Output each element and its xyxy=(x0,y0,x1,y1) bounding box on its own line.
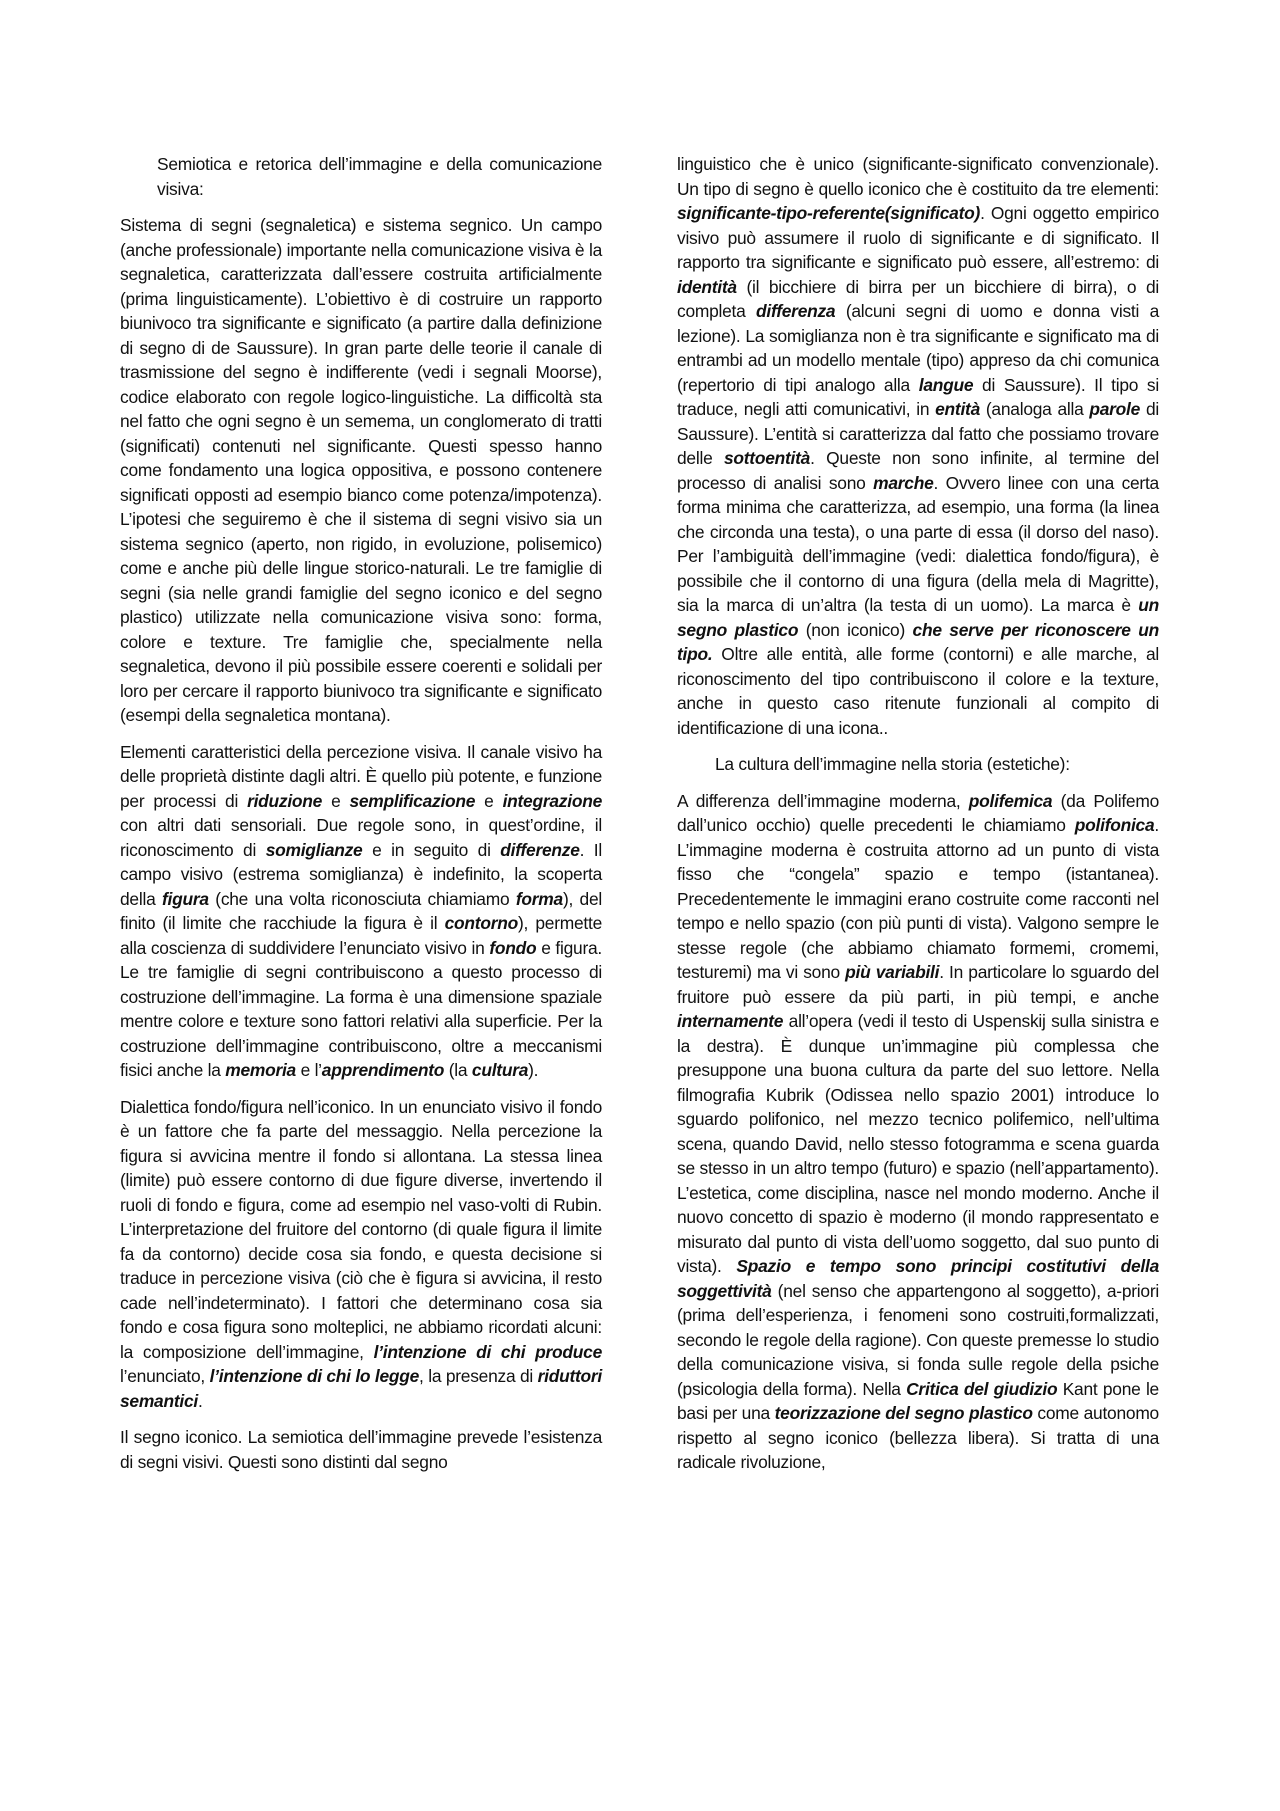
left-column xyxy=(120,152,602,1486)
paragraph-segno-iconico-continued: linguistico che è unico (significante-significato convenzionale). Un tipo di segno è quello iconico che è costituito da tre elementi: significante-tipo-referente(significato). Ogni oggetto empirico visivo può assumere il ruolo di significante e di significato. Il rapporto tra significante e significato può essere, all’estremo: di identità (il bicchiere di birra per un bicchiere di birra), o di completa differenza (alcuni segni di uomo e donna visti a lezione). La somiglianza non è tra significante e significato ma di entrambi ad un modello mentale (tipo) appreso da chi comunica (repertorio di tipi analogo alla langue di Saussure). Il tipo si traduce, negli atti comunicativi, in entità (analoga alla parole di Saussure). L’entità si caratterizza dal fatto che possiamo trovare delle sottoentità. Queste non sono infinite, al termine del processo di analisi sono marche. Ovvero linee con una certa forma minima che caratterizza, ad esempio, una forma (la linea che circonda una testa), o una parte di essa (il dorso del naso). Per l’ambiguità dell’immagine (vedi: dialettica fondo/figura), è possibile che il contorno di una figura (della mela di Magritte), sia la marca di un’altra (la testa di un uomo). La marca è un segno plastico (non iconico) che serve per riconoscere un tipo. Oltre alle entità, alle forme (contorni) e alle marche, al riconoscimento del tipo contribuiscono il colore e la texture, anche in questo caso ritenute funzionali al compito di identificazione di una icona.. xyxy=(677,154,1159,738)
paragraph-segno-iconico: Il segno iconico. La semiotica dell’immagine prevede l’esistenza di segni visivi. Questi sono distinti dal segno xyxy=(120,1427,602,1472)
section-heading-cultura: La cultura dell’immagine nella storia (estetiche): xyxy=(715,754,1070,774)
paragraph-immagine-moderna: A differenza dell’immagine moderna, polifemica (da Polifemo dall’unico occhio) quelle precedenti le chiamiamo polifonica. L’immagine moderna è costruita attorno ad un punto di vista fisso che “congela” spazio e tempo (istantanea). Precedentemente le immagini erano costruite come racconti nel tempo e nello spazio (con più punti di vista). Valgono sempre le stesse regole (che abbiamo chiamato formemi, cromemi, testuremi) ma vi sono più variabili. In particolare lo sguardo del fruitore può essere da più parti, in più tempi, e anche internamente all’opera (vedi il testo di Uspenskij sulla sinistra e la destra). È dunque un’immagine più complessa che presuppone una buona cultura da parte del suo lettore. Nella filmografia Kubrik (Odissea nello spazio 2001) introduce lo sguardo polifonico, nel mezzo tecnico polifemico, nell’ultima scena, quando David, nello stesso fotogramma e scena guarda se stesso in un altro tempo (futuro) e spazio (nell’appartamento). L’estetica, come disciplina, nasce nel mondo moderno. Anche il nuovo concetto di spazio è moderno (il mondo rappresentato e misurato dal punto di vista dell’uomo soggetto, dal suo punto di vista). Spazio e tempo sono principi costitutivi della soggettività (nel senso che appartengono al soggetto), a-priori (prima dell’esperienza, i fenomeni sono costruiti,formalizzati, secondo le regole della ragione). Con queste premesse lo studio della comunicazione visiva, si fonda sulle regole della psiche (psicologia della forma). Nella Critica del giudizio Kant pone le basi per una teorizzazione del segno plastico come autonomo rispetto al segno iconico (bellezza libera). Si tratta di una radicale rivoluzione, xyxy=(677,790,1159,1472)
section-heading-semiotica: Semiotica e retorica dell’immagine e della comunicazione visiva: xyxy=(157,154,602,199)
paragraph-percezione-visiva: Elementi caratteristici della percezione visiva. Il canale visivo ha delle proprietà distinte dagli altri. È quello più potente, e funzione per processi di riduzione e semplificazione e integrazione con altri dati sensoriali. Due regole sono, in quest’ordine, il riconoscimento di somiglianze e in seguito di differenze. Il campo visivo (estrema somiglianza) è indefinito, la scoperta della figura (che una volta riconosciuta chiamiamo forma), del finito (il limite che racchiude la figura è il contorno), permette alla coscienza di suddividere l’enunciato visivo in fondo e figura. Le tre famiglie di segni contribuiscono a questo processo di costruzione dell’immagine. La forma è una dimensione spaziale mentre colore e texture sono fattori relativi alla superficie. Per la costruzione dell’immagine contribuiscono, oltre a meccanismi fisici anche la memoria e l’apprendimento (la cultura). xyxy=(120,741,603,1080)
paragraph-sistema-segni: Sistema di segni (segnaletica) e sistema segnico. Un campo (anche professionale) importante nella comunicazione visiva è la segnaletica, caratterizzata dall’essere costruita artificialmente (prima linguisticamente). L’obiettivo è di costruire un rapporto biunivoco tra significante e significato (a partire dalla definizione di segno di de Saussure). In gran parte delle teorie il canale di trasmissione del segno è indifferente (vedi i segnali Moorse), codice elaborato con regole logico-linguistiche. La difficoltà sta nel fatto che ogni segno è un semema, un conglomerato di tratti (significati) contenuti nel significante. Questi spesso hanno come fondamento una logica oppositiva, e possono contenere significati opposti ad esempio bianco come potenza/impotenza). L’ipotesi che seguiremo è che il sistema di segni visivo sia un sistema segnico (aperto, non rigido, in evoluzione, polisemico) come e anche più delle lingue storico-naturali. Le tre famiglie di segni (sia nelle grandi famiglie del segno iconico e del segno plastico) utilizzate nella comunicazione visiva sono: forma, colore e texture. Tre famiglie che, specialmente nella segnaletica, devono il più possibile essere coerenti e solidali per loro per cercare il rapporto biunivoco tra significante e significato (esempi della segnaletica montana). xyxy=(120,215,602,725)
right-column xyxy=(677,152,1159,1487)
paragraph-fondo-figura: Dialettica fondo/figura nell’iconico. In un enunciato visivo il fondo è un fattore che fa parte del messaggio. Nella percezione la figura si avvicina mentre il fondo si allontana. La stessa linea (limite) può essere contorno di due figure diverse, invertendo il ruoli di fondo e figura, come ad esempio nel vaso-volti di Rubin. L’interpretazione del fruitore del contorno (di quale figura il limite fa da contorno) decide cosa sia fondo, e questa decisione si traduce in percezione visiva (ciò che è figura si avvicina, il resto cade nell’indeterminato). I fattori che determinano cosa sia fondo e cosa figura sono molteplici, ne abbiamo ricordati alcuni: la composizione dell’immagine, l’intenzione di chi produce l’enunciato, l’intenzione di chi lo legge, la presenza di riduttori semantici. xyxy=(120,1096,603,1411)
